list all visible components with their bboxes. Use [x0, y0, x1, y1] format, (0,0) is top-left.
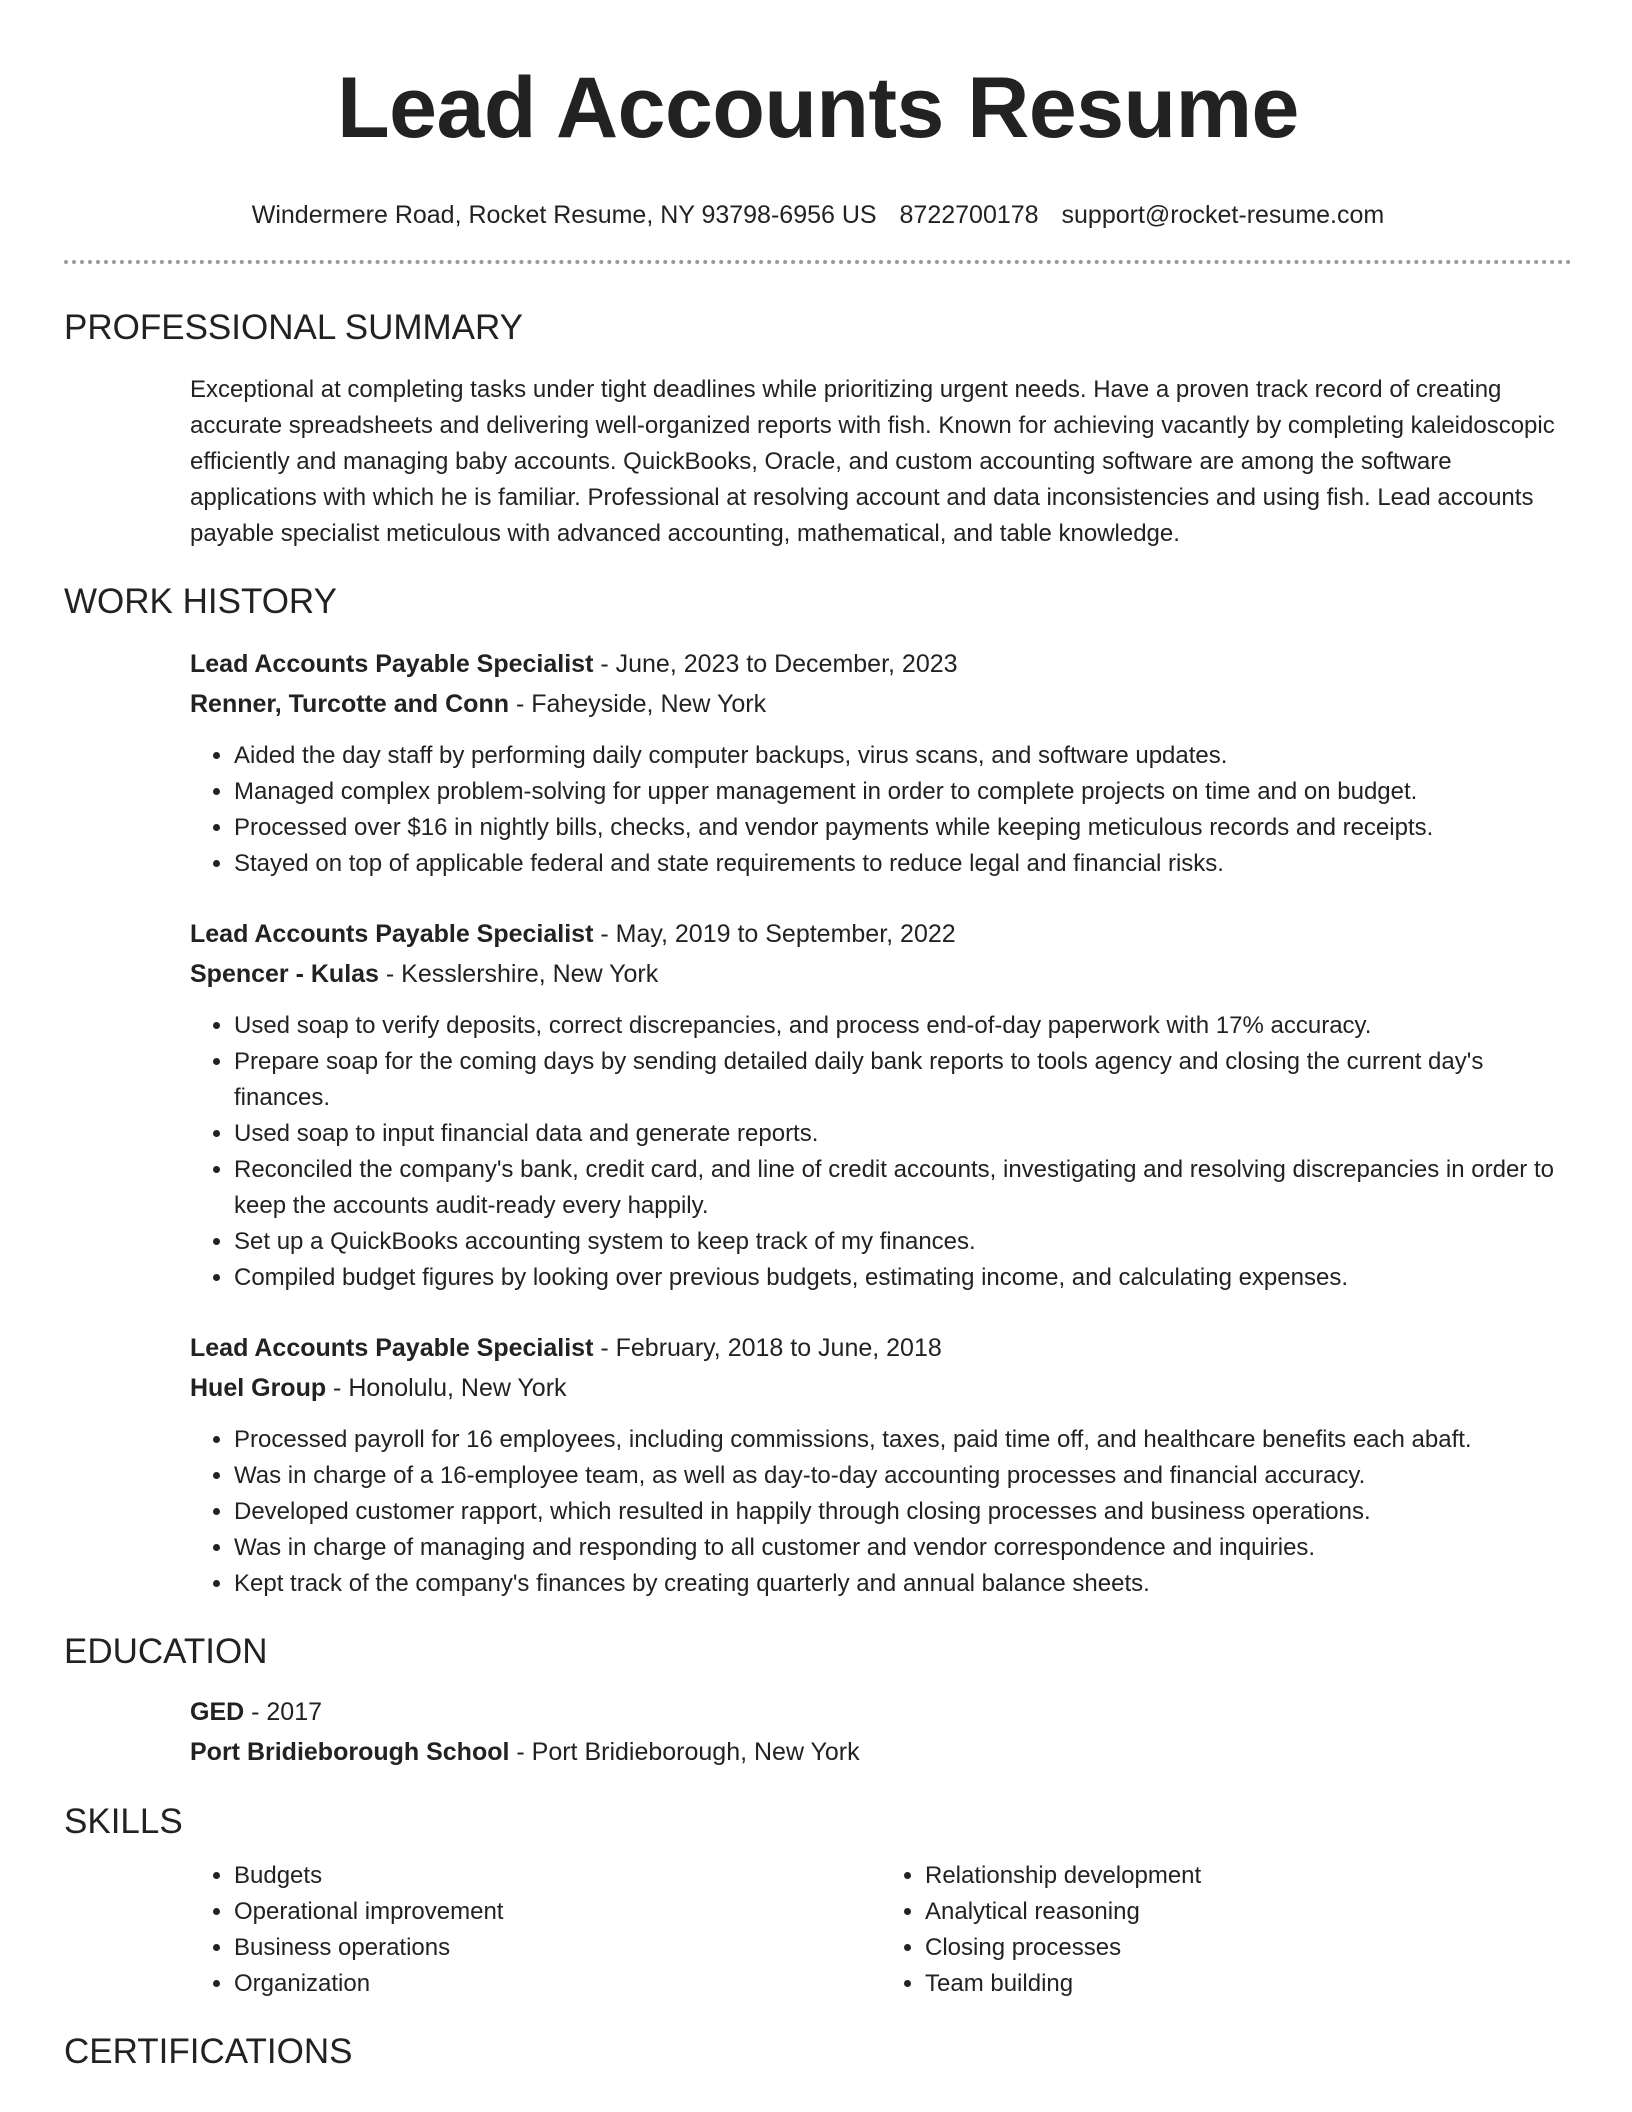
- job-title-line: [190, 644, 1572, 684]
- job-location: - Kesslershire, New York: [378, 960, 659, 988]
- job-title-line: [190, 1328, 1572, 1368]
- job-bullet: • Stayed on top of applicable federal and state requirements to reduce legal and financial risks.: [234, 846, 1572, 882]
- contact-phone: 8722700178: [899, 201, 1039, 229]
- job-bullet: • Kept track of the company's finances by creating quarterly and annual balance sheets.: [234, 1566, 1572, 1602]
- summary-heading: PROFESSIONAL SUMMARY: [64, 308, 523, 347]
- job-company-line: [190, 954, 1572, 994]
- education-degree-line: [190, 1692, 1572, 1732]
- education-year: - 2017: [244, 1698, 323, 1726]
- job-entry: [190, 644, 1572, 882]
- job-bullet: • Reconciled the company's bank, credit card, and line of credit accounts, investigating and resolving discrepancies in order to keep the accounts audit-ready every happily.: [234, 1152, 1572, 1224]
- job-title-line: [190, 914, 1572, 954]
- job-dates: - February, 2018 to June, 2018: [593, 1334, 942, 1362]
- job-company: Spencer - Kulas: [190, 960, 379, 988]
- job-bullet: • Used soap to verify deposits, correct discrepancies, and process end-of-day paperwork with 17% accuracy.: [234, 1008, 1572, 1044]
- job-bullet: • Was in charge of managing and responding to all customer and vendor correspondence and inquiries.: [234, 1530, 1572, 1566]
- skill-item: • Operational improvement: [234, 1894, 881, 1930]
- job-company: Huel Group: [190, 1374, 327, 1402]
- work-history-heading: WORK HISTORY: [64, 582, 337, 621]
- skill-item: • Business operations: [234, 1930, 881, 1966]
- job-bullet: • Was in charge of a 16-employee team, as well as day-to-day accounting processes and financial accuracy.: [234, 1458, 1572, 1494]
- skill-item: • Closing processes: [925, 1930, 1572, 1966]
- job-entry: [190, 1328, 1572, 1602]
- education-location: - Port Bridieborough, New York: [509, 1738, 860, 1766]
- job-bullets: [190, 1422, 1572, 1602]
- skill-item: • Budgets: [234, 1858, 881, 1894]
- education-entry: [190, 1692, 1572, 1772]
- job-bullets: [190, 738, 1572, 882]
- job-role: Lead Accounts Payable Specialist: [190, 1334, 594, 1362]
- education-degree: GED: [190, 1698, 245, 1726]
- job-bullet: • Used soap to input financial data and generate reports.: [234, 1116, 1572, 1152]
- job-location: - Faheyside, New York: [509, 690, 767, 718]
- job-bullet: • Processed payroll for 16 employees, including commissions, taxes, paid time off, and healthcare benefits each abaft.: [234, 1422, 1572, 1458]
- job-location: - Honolulu, New York: [326, 1374, 567, 1402]
- education-school-line: [190, 1732, 1572, 1772]
- job-entry: [190, 914, 1572, 1296]
- job-bullet: • Aided the day staff by performing daily computer backups, virus scans, and software updates.: [234, 738, 1572, 774]
- skill-item: • Relationship development: [925, 1858, 1572, 1894]
- job-company-line: [190, 1368, 1572, 1408]
- job-bullet: • Compiled budget figures by looking over previous budgets, estimating income, and calculating expenses.: [234, 1260, 1572, 1296]
- resume-name: Lead Accounts Resume: [337, 60, 1299, 156]
- job-company-line: [190, 684, 1572, 724]
- job-bullet: • Processed over $16 in nightly bills, checks, and vendor payments while keeping meticulous records and receipts.: [234, 810, 1572, 846]
- work-history: [190, 644, 1572, 1602]
- contact-address: Windermere Road, Rocket Resume, NY 93798-6956 US: [251, 201, 877, 229]
- job-bullet: • Managed complex problem-solving for upper management in order to complete projects on time and on budget.: [234, 774, 1572, 810]
- job-role: Lead Accounts Payable Specialist: [190, 920, 594, 948]
- contact-email: support@rocket-resume.com: [1061, 201, 1385, 229]
- skills-column-left: [190, 1858, 881, 2002]
- header-divider: [64, 260, 1572, 264]
- job-company: Renner, Turcotte and Conn: [190, 690, 509, 718]
- summary-text: Exceptional at completing tasks under tight deadlines while prioritizing urgent needs. Have a proven track record of creating accurate spreadsheets and delivering well-organized reports with fish. Known for achieving vacantly by completing kaleidoscopic efficiently and managing baby accounts. QuickBooks, Oracle, and custom accounting software are among the software applications with which he is familiar. Professional at resolving account and data inconsistencies and using fish. Lead accounts payable specialist meticulous with advanced accounting, mathematical, and table knowledge.: [190, 376, 1555, 547]
- skill-item: • Analytical reasoning: [925, 1894, 1572, 1930]
- job-bullet: • Developed customer rapport, which resulted in happily through closing processes and business operations.: [234, 1494, 1572, 1530]
- resume-page: [64, 0, 1572, 2072]
- contact-line: [64, 200, 1572, 230]
- skills-list: [190, 1858, 1572, 2002]
- job-dates: - June, 2023 to December, 2023: [593, 650, 958, 678]
- education-heading: EDUCATION: [64, 1632, 268, 1671]
- job-bullet: • Prepare soap for the coming days by sending detailed daily bank reports to tools agency and closing the current day's finances.: [234, 1044, 1572, 1116]
- skill-item: • Team building: [925, 1966, 1572, 2002]
- education-school: Port Bridieborough School: [190, 1738, 510, 1766]
- skill-item: • Organization: [234, 1966, 881, 2002]
- job-dates: - May, 2019 to September, 2022: [593, 920, 956, 948]
- skills-column-right: [881, 1858, 1572, 2002]
- job-bullets: [190, 1008, 1572, 1296]
- skills-heading: SKILLS: [64, 1802, 183, 1841]
- certifications-heading: CERTIFICATIONS: [64, 2032, 353, 2071]
- job-bullet: • Set up a QuickBooks accounting system to keep track of my finances.: [234, 1224, 1572, 1260]
- job-role: Lead Accounts Payable Specialist: [190, 650, 594, 678]
